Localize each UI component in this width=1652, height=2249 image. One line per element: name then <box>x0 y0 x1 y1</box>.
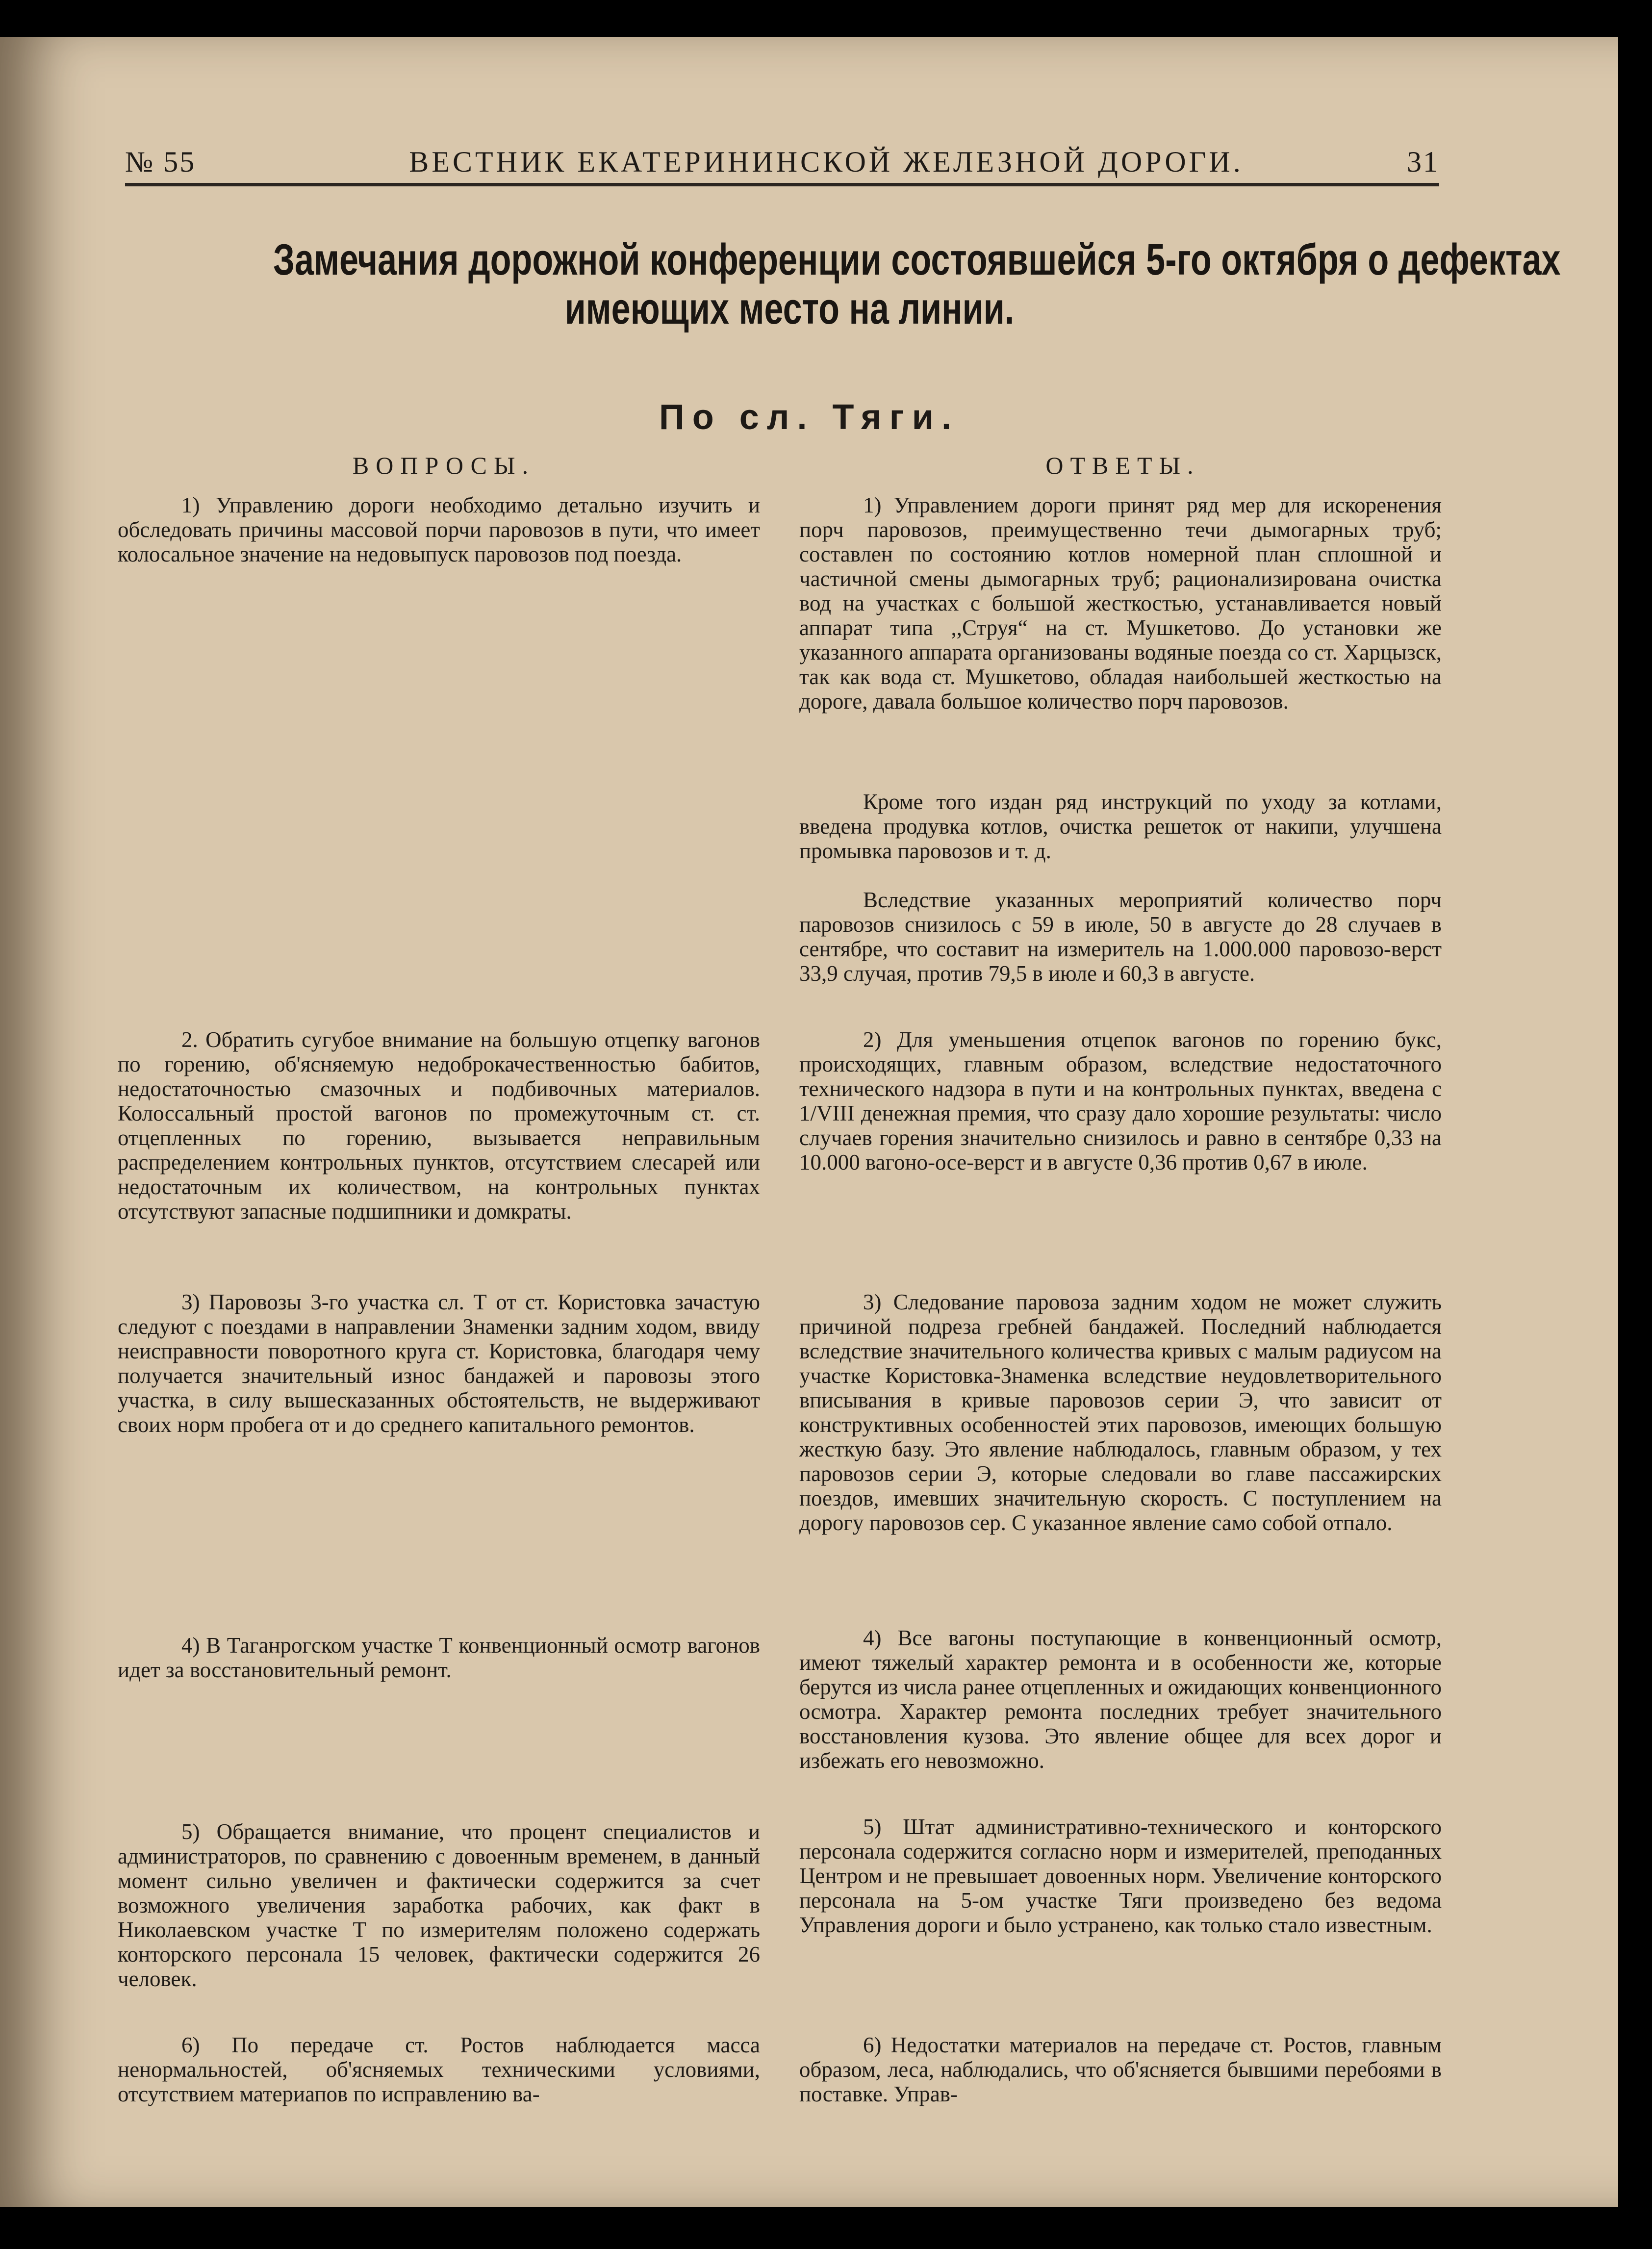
question-2: 2. Обратить сугубое внимание на большую отцепку вагонов по горению, об'ясняемую недоброкачественностью бабитов, недостаточностью смазочных и подбивочных материалов. Колоссальный простой вагонов по промежуточным ст. ст. отцепленных по горению, вызывается неправильным распределением контрольных пунктов, отсутствием слесарей или недостаточным их количеством, на контрольных пунктах отсутствуют запасные подшипники и домкраты. <box>118 1027 760 1224</box>
questions-heading: ВОПРОСЫ. <box>352 452 535 479</box>
article-title <box>273 235 1561 333</box>
question-6: 6) По передаче ст. Ростов наблюдается масса ненормальностей, об'ясняемых техническими условиями, отсутствием материапов по исправлению ва- <box>118 2033 760 2106</box>
question-1: 1) Управлению дороги необходимо детально изучить и обследовать причины массовой порчи паровозов в пути, что имеет колосальное значение на недовыпуск паровозов под поезда. <box>118 493 760 566</box>
title-line-1: Замечания дорожной конференции состоявшейся 5-го октября о дефектах <box>273 235 1561 284</box>
answer-1: 1) Управлением дороги принят ряд мер для искоренения порч паровозов, преимущественно течи дымогарных труб; составлен по состоянию котлов номерной план сплошной и частичной смены дымогарных труб; рационализирована очистка вод на участках с большой жесткостью, устанавливается новый аппарат типа ,,Струя“ на ст. Мушкетово. До установки же указанного аппарата организованы водяные поезда со ст. Харцызск, так как вода ст. Мушкетово, обладая наибольшей жесткостью на дороге, давала большое количество порч паровозов. <box>799 493 1442 714</box>
running-header <box>125 130 1439 186</box>
answers-heading: ОТВЕТЫ. <box>1045 452 1200 479</box>
answer-6: 6) Недостатки материалов на передаче ст. Ростов, главным образом, леса, наблюдались, что об'ясняется бывшими перебоями в поставке. Управ- <box>799 2033 1442 2106</box>
answer-2: 2) Для уменьшения отцепок вагонов по горению букс, происходящих, главным образом, вследствие недостаточного технического надзора в пути и на контрольных пунктах, введена с 1/VIII денежная премия, что сразу дало хорошие результаты: число случаев горения значительно снизилось и равно в сентябре 0,33 на 10.000 вагоно-осе-верст и в августе 0,36 против 0,67 в июле. <box>799 1027 1442 1175</box>
answer-1-result: Вследствие указанных мероприятий количество порч паровозов снизилось с 59 в июле, 50 в августе до 28 случаев в сентябре, что составит на измеритель на 1.000.000 паровозо-верст 33,9 случая, против 79,5 в июле и 60,3 в августе. <box>799 888 1442 986</box>
answer-5: 5) Штат административно-технического и конторского персонала содержится согласно норм и измерителей, преподанных Центром и не превышает довоенных норм. Увеличение конторского персонала на 5-ом участке Тяги произведено без ведома Управления дороги и было устранено, как только стало известным. <box>799 1815 1442 1937</box>
page-number: 31 <box>1407 146 1439 178</box>
answer-1-continued: Кроме того издан ряд инструкций по уходу за котлами, введена продувка котлов, очистка решеток от накипи, улучшена промывка паровозов и т. д. <box>799 790 1442 863</box>
answer-4: 4) Все вагоны поступающие в конвенционный осмотр, имеют тяжелый характер ремонта и в особенности же, которые берутся из числа ранее отцепленных и ожидающих конвенционного осмотра. Характер ремонта последних требует значительного восстановления кузова. Это явление общее для всех дорог и избежать его невозможно. <box>799 1626 1442 1773</box>
answer-3: 3) Следование паровоза задним ходом не может служить причиной подреза гребней бандажей. Последний наблюдается вследствие значительного количества кривых с малым радиусом на участке Користовка-Знаменка вследствие неудовлетворительного вписывания в кривые паровозов серии Э, что зависит от конструктивных особенностей этих паровозов, имеющих большую жесткую базу. Это явление наблюдалось, главным образом, у тех паровозов серии Э, которые следовали во главе пассажирских поездов, имевших значительную скорость. С поступлением на дорогу паровозов сер. С указанное явление само собой отпало. <box>799 1290 1442 1535</box>
journal-title: ВЕСТНИК ЕКАТЕРИНИНСКОЙ ЖЕЛЕЗНОЙ ДОРОГИ. <box>409 146 1244 178</box>
question-4: 4) В Таганрогском участке Т конвенционный осмотр вагонов идет за восстановительный ремонт. <box>118 1633 760 1682</box>
section-heading: По сл. Тяги. <box>659 398 959 437</box>
title-line-2: имеющих место на линии. <box>564 284 1015 333</box>
question-5: 5) Обращается внимание, что процент специалистов и администраторов, по сравнению с довоенным временем, в данный момент сильно увеличен и фактически содержится за счет возможного увеличения заработка рабочих, как факт в Николаевском участке Т по измерителям положено содержать конторского персонала 15 человек, фактически содержится 26 человек. <box>118 1819 760 1991</box>
issue-number: № 55 <box>125 146 196 178</box>
question-3: 3) Паровозы 3-го участка сл. Т от ст. Користовка зачастую следуют с поездами в направлении Знаменки задним ходом, ввиду неисправности поворотного круга ст. Користовка, благодаря чему получается значительный износ бандажей и паровозы этого участка, в силу вышесказанных обстоятельств, не выдерживают своих норм пробега от и до среднего капитального ремонтов. <box>118 1290 760 1437</box>
document-page <box>0 37 1618 2207</box>
